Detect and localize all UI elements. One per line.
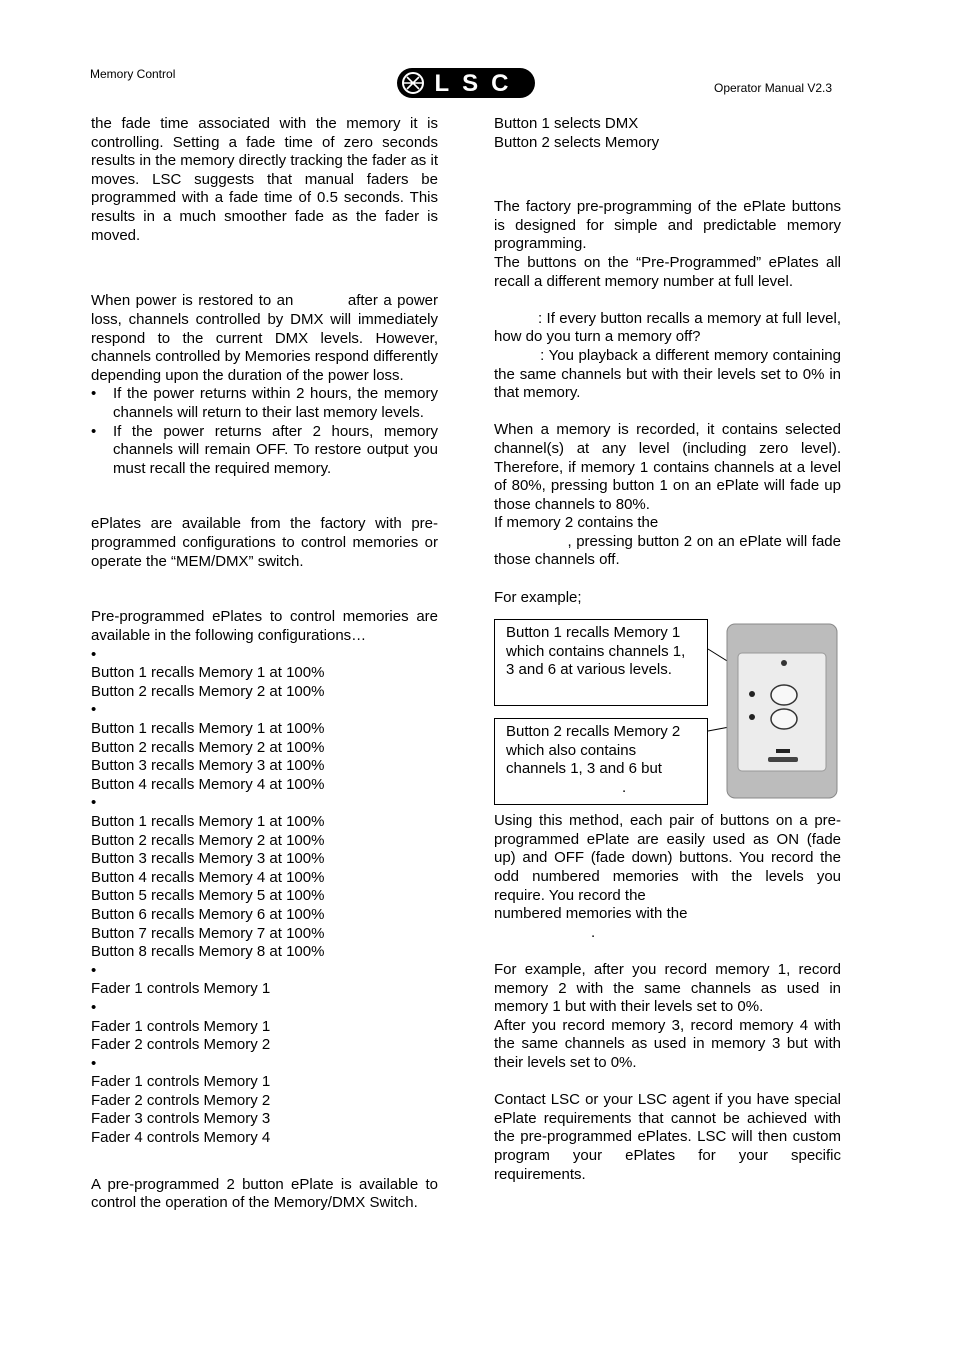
answer-paragraph: : You playback a different memory containing the same channels but with their levels set to 0% in that memory.: [494, 346, 846, 402]
config-line: Fader 3 controls Memory 3: [91, 1110, 271, 1128]
factory-paragraph: The factory pre-programming of the ePlate buttons is designed for simple and predictable memory programming.: [494, 198, 841, 253]
config-1-fader: [91, 980, 438, 999]
bullet-config-2: [91, 646, 438, 665]
config-2-fader: [91, 1018, 438, 1055]
config-4-button: [91, 720, 438, 794]
fade-time-paragraph: the fade time associated with the memory it is controlling. Setting a fade time of zero seconds results in the memory directly tracking the fader as it moves. LSC suggests that manual faders be programmed with a fade time of 0.5 seconds. This results in a much smoother fade as the fader is moved.: [91, 115, 438, 244]
method-paragraph: Using this method, each pair of buttons on a pre-programmed ePlate are easily used as ON (fade up) and OFF (fade down) buttons. You record the odd numbered memories with the levels you require. You record the: [494, 812, 841, 904]
config-line: Button 5 recalls Memory 5 at 100%: [91, 887, 325, 905]
config-line: Button 3 recalls Memory 3 at 100%: [91, 850, 325, 868]
config-line: Fader 1 controls Memory 1: [91, 1017, 271, 1035]
header-manual-version: Operator Manual V2.3: [714, 81, 833, 95]
bullet-fader-4: [91, 1055, 438, 1074]
dmx-line: Button 2 selects Memory: [494, 133, 660, 151]
callout-button-1: Button 1 recalls Memory 1 which contains channels 1, 3 and 6 at various levels.: [494, 619, 708, 706]
power-bullets: [91, 385, 438, 478]
method-paragraph-cont: numbered memories with the: [494, 905, 688, 923]
config-line: Button 3 recalls Memory 3 at 100%: [91, 757, 325, 775]
config-line: Fader 4 controls Memory 4: [91, 1129, 271, 1147]
right-column: [494, 115, 846, 1184]
config-2-button: [91, 664, 438, 701]
recorded-paragraph: When a memory is recorded, it contains selected channel(s) at any level (including zero level). Therefore, if memory 1 contains channels at a level of 80%, pressing button 1 on an ePlate will fade up those channels to 80%.: [494, 421, 841, 513]
memory2-paragraph: , pressing button 2 on an ePlate will fade those channels off.: [494, 532, 846, 569]
callout-button-2: [494, 718, 708, 805]
power-loss-paragraph: When power is restored to an after a power loss, channels controlled by DMX will immediately respond to the current DMX levels. However, channels controlled by Memories respond differently depending upon the duration of the power loss.: [91, 292, 443, 384]
bullet-fader-1: [91, 962, 438, 981]
example-record-paragraph-2: After you record memory 3, record memory 4 with the same channels as used in memory 3 but with their levels set to 0%.: [494, 1016, 841, 1071]
eplate-figure: [494, 619, 841, 804]
header-section-title: Memory Control: [90, 67, 176, 81]
dmx-line: Button 1 selects DMX: [494, 115, 639, 132]
power-bullet-after: • If the power returns after 2 hours, memory channels will remain OFF. To restore output you must recall the required memory.: [91, 423, 438, 479]
config-line: Button 1 recalls Memory 1 at 100%: [91, 664, 325, 682]
config-line: Button 4 recalls Memory 4 at 100%: [91, 868, 325, 886]
callout-button-2-text: Button 2 recalls Memory 2 which also contains channels 1, 3 and 6 but: [506, 723, 681, 778]
full-level-paragraph: The buttons on the “Pre-Programmed” ePlates all recall a different memory number at full level.: [494, 253, 841, 290]
config-4-fader: [91, 1073, 438, 1147]
preprogrammed-paragraph: Pre-programmed ePlates to control memories are available in the following configurations…: [91, 608, 438, 645]
logo-text: LSC: [434, 70, 522, 97]
config-line: Fader 1 controls Memory 1: [91, 980, 271, 998]
config-line: Button 1 recalls Memory 1 at 100%: [91, 720, 325, 737]
for-example-label: For example;: [494, 588, 582, 606]
config-line: Button 8 recalls Memory 8 at 100%: [91, 943, 325, 961]
power-bullet-within: • If the power returns within 2 hours, the memory channels will return to their last memory levels.: [91, 385, 438, 422]
bullet-fader-2: [91, 999, 438, 1018]
question-paragraph: : If every button recalls a memory at full level, how do you turn a memory off?: [494, 309, 846, 346]
config-line: Button 2 recalls Memory 2 at 100%: [91, 682, 325, 700]
eplate-image: [726, 623, 838, 799]
example-record-paragraph: For example, after you record memory 1, record memory 2 with the same channels as used in memory 1 but with their levels set to 0%.: [494, 961, 841, 1016]
config-line: Button 2 recalls Memory 2 at 100%: [91, 738, 325, 756]
callout-button-2-tail: .: [622, 779, 627, 797]
config-line: Button 2 recalls Memory 2 at 100%: [91, 831, 325, 849]
contact-paragraph: Contact LSC or your LSC agent if you have special ePlate requirements that cannot be achieved with the pre-programmed ePlates. LSC will then custom program your ePlates for your specific requirements.: [494, 1091, 841, 1183]
method-paragraph-end: .: [591, 923, 596, 941]
config-8-button: [91, 813, 438, 962]
config-line: Fader 2 controls Memory 2: [91, 1091, 271, 1109]
memory-dmx-paragraph: A pre-programmed 2 button ePlate is available to control the operation of the Memory/DMX Switch.: [91, 1175, 438, 1212]
config-line: Button 4 recalls Memory 4 at 100%: [91, 775, 325, 793]
bullet-config-8: [91, 794, 438, 813]
config-line: Button 7 recalls Memory 7 at 100%: [91, 924, 325, 942]
eplates-intro-paragraph: ePlates are available from the factory with pre-programmed configurations to control memories or operate the “MEM/DMX” switch.: [91, 515, 438, 570]
config-line: Fader 2 controls Memory 2: [91, 1036, 271, 1054]
config-line: Fader 1 controls Memory 1: [91, 1073, 271, 1091]
memory2-line: If memory 2 contains the: [494, 514, 659, 532]
left-column: [91, 115, 443, 1213]
config-line: Button 6 recalls Memory 6 at 100%: [91, 905, 325, 923]
lsc-logo: [396, 67, 536, 99]
bullet-config-4: [91, 701, 438, 720]
config-line: Button 1 recalls Memory 1 at 100%: [91, 812, 325, 830]
